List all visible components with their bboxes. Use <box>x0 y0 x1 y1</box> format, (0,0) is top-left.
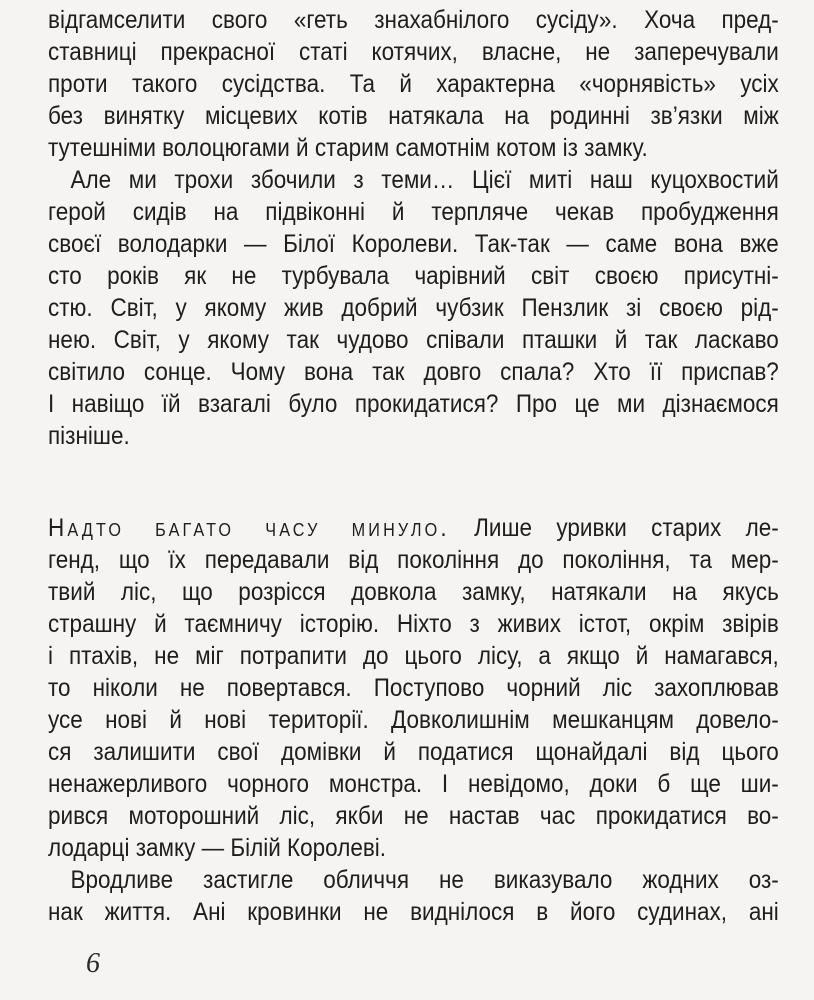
text-line: Вродливе застигле обличчя не виказувало жодних оз- <box>70 866 779 894</box>
text-line: відгамселити свого «геть знахабнілого сусіду». Хоча пред- <box>48 6 779 34</box>
text-line: страшну й таємничу історію. Ніхто з живих істот, окрім звірів <box>48 610 779 638</box>
paragraph-3 <box>48 512 779 864</box>
text-line: проти такого сусідства. Та й характерна «чорнявість» усіх <box>48 70 779 98</box>
text-line: і птахів, не міг потрапити до цього лісу, а якщо й намагався, <box>48 642 779 670</box>
paragraph-4 <box>48 864 779 928</box>
section-lead-rest: Лише уривки старих ле- <box>449 514 779 542</box>
text-line: без винятку місцевих котів натякала на родинні зв’язки між <box>48 102 779 130</box>
text-line: своєї володарки — Білої Королеви. Так-так — саме вона вже <box>48 230 779 258</box>
body-text <box>48 4 779 928</box>
text-line: твий ліс, що розрісся довкола замку, натякали на якусь <box>48 578 779 606</box>
text-line: то ніколи не повертався. Поступово чорний ліс захоплював <box>48 674 779 702</box>
text-line: сто років як не турбувала чарівний світ своєю присутні- <box>48 262 779 290</box>
text-line section-opening-line <box>48 512 779 544</box>
page-number: 6 <box>86 948 100 979</box>
text-line: нею. Світ, у якому так чудово співали пташки й так ласкаво <box>48 326 779 354</box>
text-line: ставниці прекрасної статі котячих, власне, не заперечували <box>48 38 779 66</box>
text-line: пізніше. <box>48 422 130 450</box>
paragraph-2 <box>48 164 779 452</box>
text-line: світило сонце. Чому вона так довго спала? Хто її приспав? <box>48 358 779 386</box>
text-line: ся залишити свої домівки й податися щонайдалі від цього <box>48 738 779 766</box>
text-line: генд, що їх передавали від покоління до покоління, та мер- <box>48 546 779 574</box>
text-line: нак життя. Ані кровинки не виднілося в його судинах, ані <box>48 898 779 926</box>
text-line: стю. Світ, у якому жив добрий чубзик Пензлик зі своєю рід- <box>48 294 779 322</box>
text-line: герой сидів на підвіконні й терпляче чекав пробудження <box>48 198 779 226</box>
text-line: рився моторошний ліс, якби не настав час прокидатися во- <box>48 802 779 830</box>
text-line: лодарці замку — Білій Королеві. <box>48 834 387 862</box>
paragraph-1 <box>48 4 779 164</box>
section-lead-smallcaps: Надто багато часу минуло. <box>48 514 450 542</box>
text-line: Але ми трохи збочили з теми… Цієї миті наш куцохвостий <box>70 166 779 194</box>
text-line: тутешніми волоцюгами й старим самотнім котом із замку. <box>48 134 648 162</box>
text-line: усе нові й нові території. Довколишнім мешканцям довело- <box>48 706 779 734</box>
text-line: ненажерливого чорного монстра. І невідомо, доки б ще ши- <box>48 770 779 798</box>
text-line: І навіщо їй взагалі було прокидатися? Про це ми дізнаємося <box>48 390 779 418</box>
